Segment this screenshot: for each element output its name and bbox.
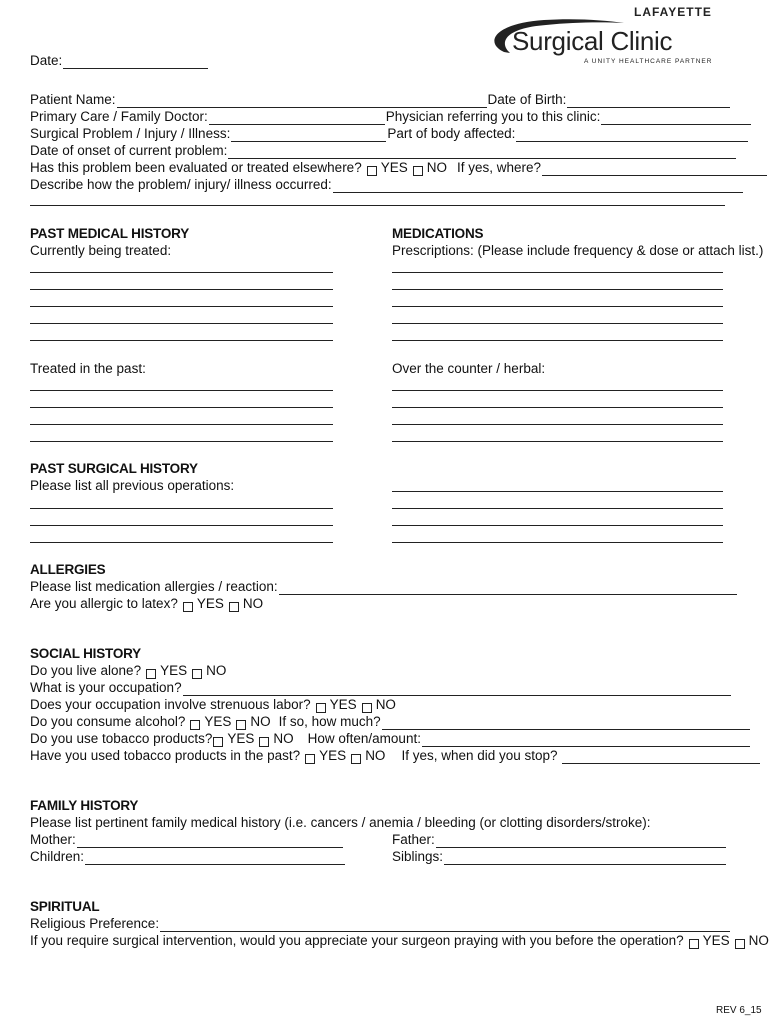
latex-no-checkbox[interactable] xyxy=(229,602,239,612)
labor-no-label: NO xyxy=(375,697,396,712)
rx-line-4[interactable] xyxy=(392,323,723,324)
siblings-row xyxy=(392,848,727,865)
alone-row xyxy=(30,662,226,679)
dob-field[interactable] xyxy=(567,95,730,108)
father-field[interactable] xyxy=(436,835,726,848)
latex-yes-label: YES xyxy=(196,596,224,611)
past-medical-title: PAST MEDICAL HISTORY xyxy=(30,226,190,241)
otc-line-1[interactable] xyxy=(392,390,723,391)
onset-field[interactable] xyxy=(228,146,736,159)
tobacco-no-checkbox[interactable] xyxy=(259,737,269,747)
past-tobacco-row xyxy=(30,747,761,764)
problem-field[interactable] xyxy=(231,129,386,142)
logo-main-text: Surgical Clinic xyxy=(512,26,673,56)
labor-yes-checkbox[interactable] xyxy=(316,703,326,713)
prescriptions-label: Prescriptions: (Please include frequency & dose or attach list.) xyxy=(392,243,764,258)
pray-no-label: NO xyxy=(748,933,769,948)
logo-top-text: LAFAYETTE xyxy=(634,5,712,19)
pray-no-checkbox[interactable] xyxy=(735,939,745,949)
tobacco-yes-checkbox[interactable] xyxy=(213,737,223,747)
latex-row xyxy=(30,595,263,612)
describe-field-line2[interactable] xyxy=(30,205,725,206)
past-tobacco-label: Have you used tobacco products in the past? xyxy=(30,748,301,763)
religion-field[interactable] xyxy=(160,919,730,932)
surg-right-line-4[interactable] xyxy=(392,542,723,543)
surg-right-line-3[interactable] xyxy=(392,525,723,526)
referring-field[interactable] xyxy=(601,112,751,125)
body-part-field[interactable] xyxy=(516,129,748,142)
evaluated-no-checkbox[interactable] xyxy=(413,166,423,176)
otc-line-4[interactable] xyxy=(392,441,723,442)
otc-line-3[interactable] xyxy=(392,424,723,425)
current-line-4[interactable] xyxy=(30,323,333,324)
alcohol-amount-field[interactable] xyxy=(382,717,750,730)
otc-line-2[interactable] xyxy=(392,407,723,408)
surg-right-line-1[interactable] xyxy=(392,491,723,492)
labor-no-checkbox[interactable] xyxy=(362,703,372,713)
surg-left-line-2[interactable] xyxy=(30,525,333,526)
describe-field[interactable] xyxy=(333,180,743,193)
where-field[interactable] xyxy=(542,163,767,176)
date-label: Date: xyxy=(30,53,63,68)
current-line-5[interactable] xyxy=(30,340,333,341)
evaluated-row xyxy=(30,159,768,176)
tobacco-row xyxy=(30,730,751,747)
labor-yes-label: YES xyxy=(329,697,357,712)
tobacco-yes-label: YES xyxy=(227,731,255,746)
past-tobacco-yes-label: YES xyxy=(319,748,347,763)
treated-past-label: Treated in the past: xyxy=(30,361,146,376)
children-field[interactable] xyxy=(85,852,345,865)
occupation-field[interactable] xyxy=(183,683,731,696)
siblings-field[interactable] xyxy=(444,852,726,865)
alone-no-checkbox[interactable] xyxy=(192,669,202,679)
surgical-title: PAST SURGICAL HISTORY xyxy=(30,461,198,476)
date-field[interactable] xyxy=(63,56,208,69)
alcohol-yes-label: YES xyxy=(204,714,232,729)
tobacco-no-label: NO xyxy=(273,731,294,746)
evaluated-no-label: NO xyxy=(426,160,447,175)
tobacco-amount-field[interactable] xyxy=(422,734,750,747)
surgical-instruction: Please list all previous operations: xyxy=(30,478,235,493)
pray-yes-checkbox[interactable] xyxy=(689,939,699,949)
med-allergies-field[interactable] xyxy=(279,582,737,595)
allergies-title: ALLERGIES xyxy=(30,562,106,577)
mother-row xyxy=(30,831,344,848)
med-allergies-row xyxy=(30,578,738,595)
surg-left-line-1[interactable] xyxy=(30,508,333,509)
primary-care-label: Primary Care / Family Doctor: xyxy=(30,109,208,124)
past-line-1[interactable] xyxy=(30,390,333,391)
currently-treated-label: Currently being treated: xyxy=(30,243,172,258)
rx-line-3[interactable] xyxy=(392,306,723,307)
stop-date-label: If yes, when did you stop? xyxy=(401,748,558,763)
onset-row xyxy=(30,142,737,159)
spiritual-title: SPIRITUAL xyxy=(30,899,100,914)
alcohol-label: Do you consume alcohol? xyxy=(30,714,186,729)
alone-no-label: NO xyxy=(206,663,227,678)
describe-row xyxy=(30,176,744,193)
current-line-2[interactable] xyxy=(30,289,333,290)
pray-label: If you require surgical intervention, would you appreciate your surgeon praying with you before the operation? xyxy=(30,933,684,948)
current-line-1[interactable] xyxy=(30,272,333,273)
tobacco-label: Do you use tobacco products? xyxy=(30,731,213,746)
children-label: Children: xyxy=(30,849,85,864)
latex-label: Are you allergic to latex? xyxy=(30,596,178,611)
referring-label: Physician referring you to this clinic: xyxy=(385,109,601,124)
revision-label: REV 6_15 xyxy=(716,1005,762,1016)
surg-right-line-2[interactable] xyxy=(392,508,723,509)
patient-name-row xyxy=(30,91,731,108)
past-tobacco-yes-checkbox[interactable] xyxy=(305,754,315,764)
rx-line-5[interactable] xyxy=(392,340,723,341)
patient-name-label: Patient Name: xyxy=(30,92,116,107)
alcohol-no-checkbox[interactable] xyxy=(236,720,246,730)
father-row xyxy=(392,831,727,848)
evaluated-yes-checkbox[interactable] xyxy=(367,166,377,176)
social-title: SOCIAL HISTORY xyxy=(30,646,141,661)
religion-label: Religious Preference: xyxy=(30,916,160,931)
religion-row xyxy=(30,915,731,932)
pray-yes-label: YES xyxy=(702,933,730,948)
rx-line-2[interactable] xyxy=(392,289,723,290)
dob-label: Date of Birth: xyxy=(487,92,567,107)
tobacco-amount-label: How often/amount: xyxy=(307,731,421,746)
primary-care-row xyxy=(30,108,752,125)
date-row xyxy=(30,52,209,69)
past-line-4[interactable] xyxy=(30,441,333,442)
problem-label: Surgical Problem / Injury / Illness: xyxy=(30,126,231,141)
alone-label: Do you live alone? xyxy=(30,663,142,678)
past-line-3[interactable] xyxy=(30,424,333,425)
past-tobacco-no-label: NO xyxy=(365,748,386,763)
labor-row xyxy=(30,696,396,713)
otc-label: Over the counter / herbal: xyxy=(392,361,546,376)
body-part-label: Part of body affected: xyxy=(387,126,516,141)
latex-no-label: NO xyxy=(242,596,264,611)
alone-yes-checkbox[interactable] xyxy=(146,669,156,679)
evaluated-yes-label: YES xyxy=(380,160,408,175)
alcohol-yes-checkbox[interactable] xyxy=(190,720,200,730)
stop-date-field[interactable] xyxy=(562,751,760,764)
siblings-label: Siblings: xyxy=(392,849,444,864)
where-label: If yes, where? xyxy=(456,160,542,175)
clinic-logo xyxy=(484,5,724,68)
family-instruction: Please list pertinent family medical history (i.e. cancers / anemia / bleeding (or clotting disorders/stroke): xyxy=(30,815,651,830)
occupation-label: What is your occupation? xyxy=(30,680,182,695)
patient-name-field[interactable] xyxy=(117,95,487,108)
describe-label: Describe how the problem/ injury/ illness occurred: xyxy=(30,177,332,192)
pray-row xyxy=(30,932,769,949)
medications-title: MEDICATIONS xyxy=(392,226,484,241)
father-label: Father: xyxy=(392,832,435,847)
surg-left-line-3[interactable] xyxy=(30,542,333,543)
past-tobacco-no-checkbox[interactable] xyxy=(351,754,361,764)
latex-yes-checkbox[interactable] xyxy=(183,602,193,612)
children-row xyxy=(30,848,346,865)
primary-care-field[interactable] xyxy=(209,112,385,125)
alcohol-no-label: NO xyxy=(250,714,271,729)
current-line-3[interactable] xyxy=(30,306,333,307)
mother-label: Mother: xyxy=(30,832,76,847)
onset-label: Date of onset of current problem: xyxy=(30,143,228,158)
problem-row xyxy=(30,125,749,142)
alcohol-amount-label: If so, how much? xyxy=(278,714,381,729)
alone-yes-label: YES xyxy=(160,663,188,678)
rx-line-1[interactable] xyxy=(392,272,723,273)
labor-label: Does your occupation involve strenuous labor? xyxy=(30,697,311,712)
past-line-2[interactable] xyxy=(30,407,333,408)
alcohol-row xyxy=(30,713,751,730)
evaluated-label: Has this problem been evaluated or treated elsewhere? xyxy=(30,160,362,175)
occupation-row xyxy=(30,679,732,696)
family-title: FAMILY HISTORY xyxy=(30,798,139,813)
logo-tagline: A UNITY HEALTHCARE PARTNER xyxy=(584,58,713,65)
mother-field[interactable] xyxy=(77,835,343,848)
med-allergies-label: Please list medication allergies / reaction: xyxy=(30,579,278,594)
